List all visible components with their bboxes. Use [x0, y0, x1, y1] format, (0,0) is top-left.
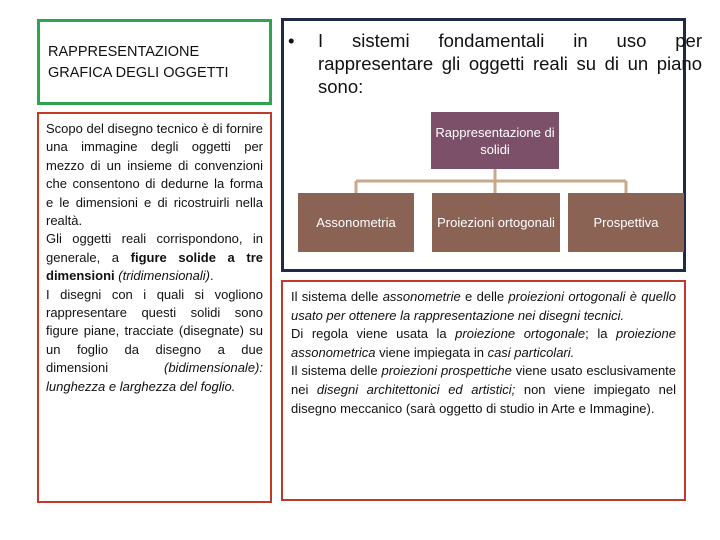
- tree-root-node: Rappresentazione di solidi: [431, 112, 559, 169]
- text-span: Di regola viene usata la: [291, 326, 456, 342]
- text-span: viene impiegata in: [375, 344, 488, 360]
- text-span: ; la: [585, 326, 616, 342]
- tree-node-assonometria: Assonometria: [298, 193, 414, 252]
- text-italic: proiezione ortogonale: [455, 326, 586, 342]
- paragraph-real-objects: [46, 230, 263, 285]
- text-italic: (bidimensionale): lunghezza e larghezza del foglio.: [46, 360, 263, 394]
- text-italic: casi particolari.: [487, 344, 575, 360]
- paragraph-rule: [291, 325, 676, 362]
- text-span: Il sistema delle: [291, 289, 383, 304]
- bullet: •: [288, 30, 295, 51]
- text-italic: (tridimensionali): [118, 268, 210, 284]
- explanation-box: [281, 280, 686, 501]
- title-box: [37, 19, 272, 105]
- text-italic: disegni architettonici ed artistici;: [316, 381, 516, 397]
- text-bold: figure solide a tre dimensioni: [46, 249, 263, 284]
- description-box: [37, 112, 272, 503]
- text-span: Gli oggetti reali corrispondono, in generale, a: [46, 231, 263, 265]
- text-span: .: [210, 268, 214, 284]
- title-line-2: GRAFICA DEGLI OGGETTI: [48, 65, 229, 81]
- intro-sentence: I sistemi fondamentali in uso per rappresentare gli oggetti reali su di un piano sono:: [318, 30, 702, 97]
- text-italic: proiezioni prospettiche: [381, 363, 512, 379]
- paragraph-technical: [291, 288, 676, 325]
- tree-node-prospettiva: Prospettiva: [568, 193, 684, 252]
- text-span: e delle: [460, 289, 509, 304]
- text-italic: proiezione assonometrica: [291, 326, 676, 360]
- paragraph-perspective: [291, 362, 676, 418]
- title-line-1: RAPPRESENTAZIONE: [48, 44, 200, 60]
- paragraph-purpose: Scopo del disegno tecnico è di fornire una immagine degli oggetti per mezzo di un insieme di convenzioni che consentono di dedurne la forma e le dimensioni e di ricostruirli nella realtà.: [46, 121, 263, 229]
- paragraph-drawings: [46, 286, 263, 396]
- text-span: non viene impiegato nel disegno meccanico (sarà oggetto di studio in Arte e Immagine).: [291, 381, 676, 416]
- text-span: viene usato esclusivamente nei: [291, 363, 677, 397]
- text-span: I disegni con i quali si vogliono rappresentare questi solidi sono figure piane, tracciate (disegnate) su un foglio da disegno a due dimensioni: [46, 286, 263, 376]
- text-italic: assonometrie: [382, 289, 461, 304]
- tree-node-proiezioni-ortogonali: Proiezioni ortogonali: [432, 193, 560, 252]
- systems-panel: [281, 18, 702, 272]
- text-span: Il sistema delle: [291, 363, 382, 379]
- text-italic: proiezioni ortogonali è quello usato per ottenere la rappresentazione nei disegni tecnici.: [291, 289, 676, 323]
